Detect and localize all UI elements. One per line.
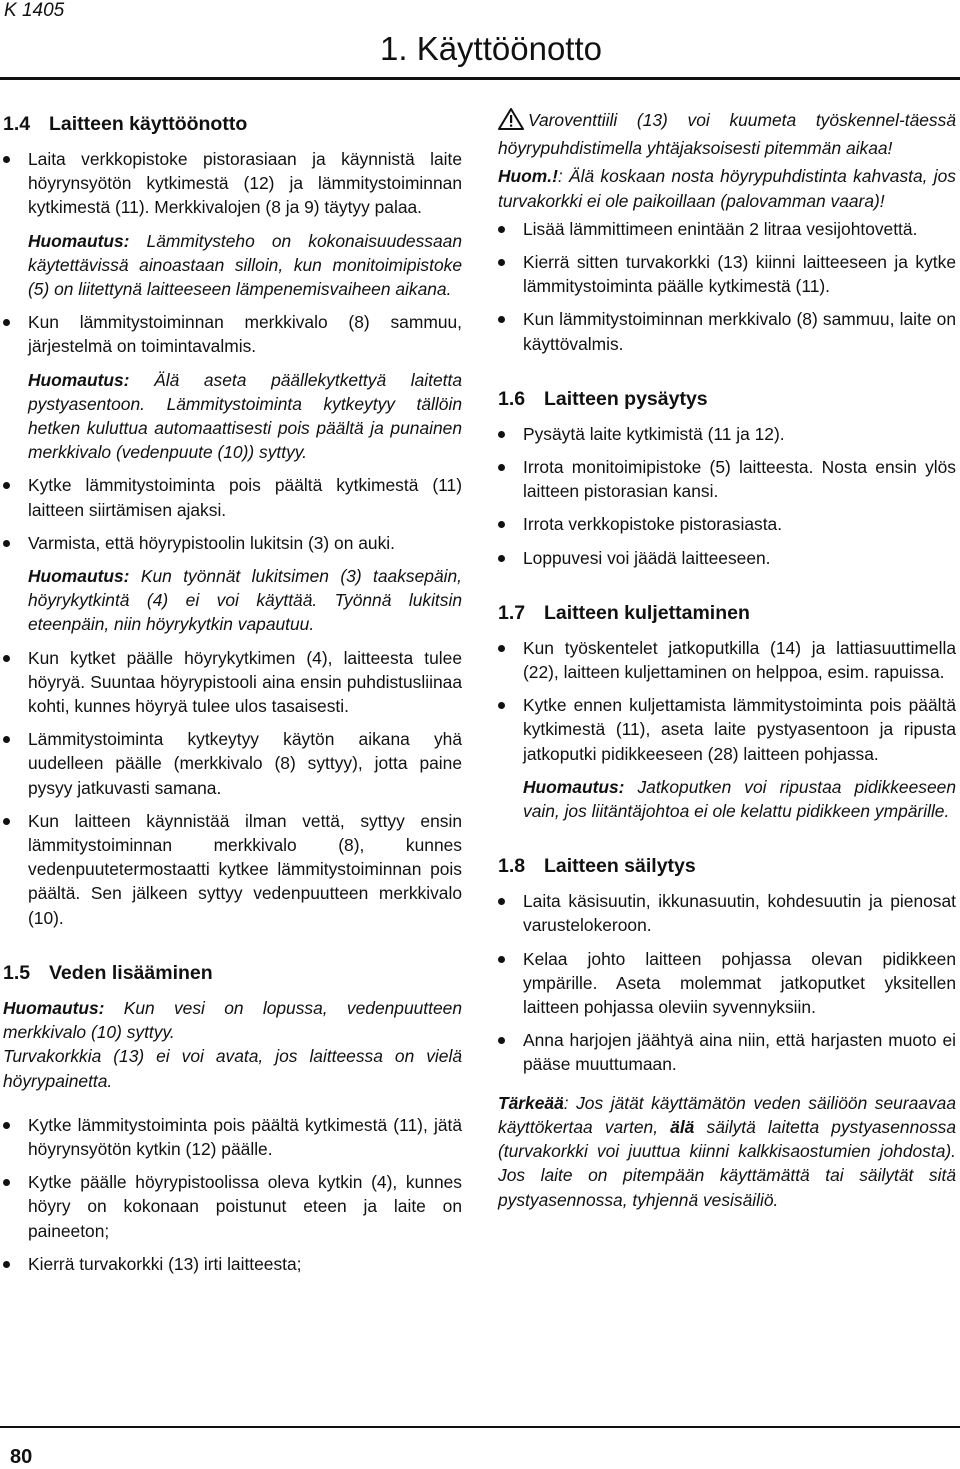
section-heading-1-7 [498,600,956,626]
bullet-icon [3,482,10,489]
list-item [498,217,956,241]
bullet-icon [498,431,505,438]
list-item-text: Lisää lämmittimeen enintään 2 litraa vesijohtovettä. [523,218,918,239]
note-label: Huomautus: [28,566,130,587]
page-number: 80 [10,1446,33,1468]
list-item-text: Lämmitystoiminta kytkeytyy käytön aikana yhä uudelleen päälle (merkkivalo (8) syttyy), jotta paine pysyy jatkuvasti samana. [28,729,462,798]
bullet-icon [498,521,505,528]
list-item [498,546,956,570]
important-label: Tärkeää [498,1092,564,1113]
list-item-text: Kytke lämmitystoiminta pois päältä kytkimestä (11), jätä höyrynsyötön kytkin (12) päälle. [28,1114,462,1159]
list-item-text: Laita verkkopistoke pistorasiaan ja käynnistä laite höyrynsyötön kytkimestä (12) ja lämmitystoiminnan kytkimestä (11). Merkkivalojen (8 ja 9) täytyy palaa. [28,149,462,218]
list-item-text: Kun lämmitystoiminnan merkkivalo (8) sammuu, järjestelmä on toimintavalmis. [28,312,462,357]
section-heading-1-6 [498,386,956,412]
section-heading-1-5 [3,960,462,986]
left-column [3,108,462,1285]
footer-rule [0,1426,960,1428]
note-text: Älä aseta päällekytkettyä laitetta pystyasentoon. Lämmitystoiminta kytkeytyy tällöin hetken kuluttua automaattisesti pois päältä ja punainen merkkivalo (vedenpuute (10)) syttyy. [28,369,462,463]
note [498,775,956,823]
list-item-text: Irrota monitoimipistoke (5) laitteesta. Nosta ensin ylös laitteen pistorasian kansi. [523,457,956,502]
list-item [498,889,956,937]
bullet-icon [3,1179,10,1186]
list-item [498,250,956,298]
note [3,368,462,465]
caution-note [498,164,956,212]
bullet-icon [3,319,10,326]
note-text: Jatkoputken voi ripustaa pidikkeeseen vain, jos liitäntäjohtoa ei ole kelattu pidikkeen ympärille. [523,776,956,822]
bullet-icon [3,1261,10,1268]
list-item-text: Anna harjojen jäähtyä aina niin, että harjasten muoto ei pääse muuttumaan. [523,1030,956,1075]
list-item [498,947,956,1020]
section-number: 1.7 [498,601,526,624]
list-item-text: Kierrä turvakorkki (13) irti laitteesta; [28,1253,302,1274]
list-item [3,147,462,220]
list-item [498,512,956,536]
section-heading-1-4 [3,111,462,137]
list-item-text: Laita käsisuutin, ikkunasuutin, kohdesuutin ja pienosat varustelokeroon. [523,891,956,936]
list-item-text: Kierrä sitten turvakorkki (13) kiinni laitteeseen ja kytke lämmitystoiminta päälle kytkimestä (11). [523,252,956,297]
list-item [498,693,956,766]
list-item [3,473,462,521]
warning-text: Varoventtiili (13) voi kuumeta työskennel-täessä höyrypuhdistimella yhtäjaksoisesti pitemmän aikaa! [498,110,956,159]
section-number: 1.8 [498,855,526,878]
bullet-icon [498,1037,505,1044]
important-text: : Jos jätät käyttämätön veden säiliöön seuraavaa käyttökertaa varten, [498,1092,956,1137]
list-item [498,1028,956,1076]
document-code: K 1405 [4,0,65,21]
list-item [3,809,462,930]
section-number: 1.4 [3,113,31,135]
bullet-icon [498,316,505,323]
list-item [498,422,956,446]
section-title: Veden lisääminen [49,961,213,984]
note [3,564,462,637]
list-item [498,636,956,684]
section-number: 1.6 [498,387,526,410]
note-block [3,996,462,1093]
note-text: Kun työnnät lukitsimen (3) taaksepäin, höyrykytkintä (4) ei voi käyttää. Työnnä lukitsin eteenpäin, niin höyrykytkin vapautuu. [28,566,462,635]
section-title: Laitteen käyttöönotto [49,113,248,135]
list-item-text: Irrota verkkopistoke pistorasiasta. [523,514,783,535]
chapter-title: 1. Käyttöönotto [380,30,602,67]
list-item [3,727,462,800]
list-item [498,307,956,355]
note [3,229,462,302]
list-item-text: Kun laitteen käynnistää ilman vettä, syttyy ensin lämmitystoiminnan merkkivalo (8), kunnes vedenpuutetermostaatti kytkee lämmitystoiminnan pois päältä. Sen jälkeen syttyy vedenpuutteen merkkivalo (10). [28,810,462,928]
section-title: Laitteen pysäytys [544,387,708,410]
important-text: säilytä laitetta pystyasennossa (turvakorkki voi juuttua kiinni kalkkisaostumien johdosta). Jos laite on pitempään käyttämättä tai säilytät sitä pystyasennossa, tyhjennä vesisäiliö. [498,1116,957,1210]
note: Turvakorkkia (13) ei voi avata, jos laitteessa on vielä höyrypainetta. [3,1046,462,1091]
bullet-icon [498,956,505,963]
list-item [3,531,462,555]
list-item-text: Kytke päälle höyrypistoolissa oleva kytkin (4), kunnes höyry on kokonaan poistunut eteen ja laite on paineeton; [28,1172,462,1241]
bullet-icon [3,1122,10,1129]
header-rule [0,77,960,80]
note-label: Huomautus: [28,230,130,251]
note-label: Huomautus: [3,997,105,1018]
note-label: Huomautus: [28,369,130,390]
bullet-icon [3,655,10,662]
bullet-icon [498,645,505,652]
note-label: Huomautus: [523,776,625,797]
note-text: Kun vesi on lopussa, vedenpuutteen merkkivalo (10) syttyy. [3,997,462,1043]
bullet-icon [498,702,505,709]
note-text: Lämmitysteho on kokonaisuudessaan käytettävissä ainoastaan silloin, kun monitoimipistoke (5) on liitettynä laitteeseen lämpenemisvaiheen aikana. [28,230,462,300]
bullet-icon [3,156,10,163]
bullet-icon [498,898,505,905]
important-emphasis: älä [670,1116,695,1137]
list-item [3,1113,462,1161]
list-item [3,310,462,358]
list-item-text: Loppuvesi voi jäädä laitteeseen. [523,547,771,568]
list-item-text: Kytke lämmitystoiminta pois päältä kytkimestä (11) laitteen siirtämisen ajaksi. [28,475,462,520]
bullet-icon [498,259,505,266]
warning-triangle-icon [498,108,524,136]
bullet-icon [498,464,505,471]
right-column [498,108,956,1212]
note [3,996,462,1044]
list-item-text: Pysäytä laite kytkimistä (11 ja 12). [523,423,785,444]
list-item-text: Kun työskentelet jatkoputkilla (14) ja lattiasuuttimella (22), laitteen kuljettaminen on helppoa, esim. rapuissa. [523,637,956,683]
section-heading-1-8 [498,853,956,879]
warning-note [498,108,956,160]
important-note [498,1091,956,1212]
section-title: Laitteen kuljettaminen [544,601,750,624]
section-number: 1.5 [3,961,31,984]
list-item [3,646,462,719]
caution-text: : Älä koskaan nosta höyrypuhdistinta kahvasta, jos turvakorkki ei ole paikoillaan (palovamman vaara)! [498,166,956,211]
list-item [498,455,956,503]
list-item-text: Kun lämmitystoiminnan merkkivalo (8) sammuu, laite on käyttövalmis. [523,309,956,354]
bullet-icon [498,226,505,233]
bullet-icon [3,818,10,825]
list-item [3,1252,462,1276]
section-title: Laitteen säilytys [544,855,696,878]
list-item-text: Kytke ennen kuljettamista lämmitystoiminta pois päältä kytkimestä (11), aseta laite pystyasentoon ja ripusta jatkoputki pidikkeeseen (28) laitteen pohjassa. [523,695,956,764]
list-item-text: Varmista, että höyrypistoolin lukitsin (3) on auki. [28,532,395,553]
bullet-icon [3,736,10,743]
list-item-text: Kun kytket päälle höyrykytkimen (4), laitteesta tulee höyryä. Suuntaa höyrypistooli aina ensin puhdistusliinaa kohti, kunnes höyryä tulee ulos tasaisesti. [28,647,462,717]
bullet-icon [3,540,10,547]
list-item [3,1170,462,1243]
bullet-icon [498,555,505,562]
caution-label: Huom.! [498,166,558,187]
list-item-text: Kelaa johto laitteen pohjassa olevan pidikkeen ympärille. Aseta molemmat jatkoputket yksitellen laitteen pohjassa oleviin syvennyksiin. [523,948,956,1018]
